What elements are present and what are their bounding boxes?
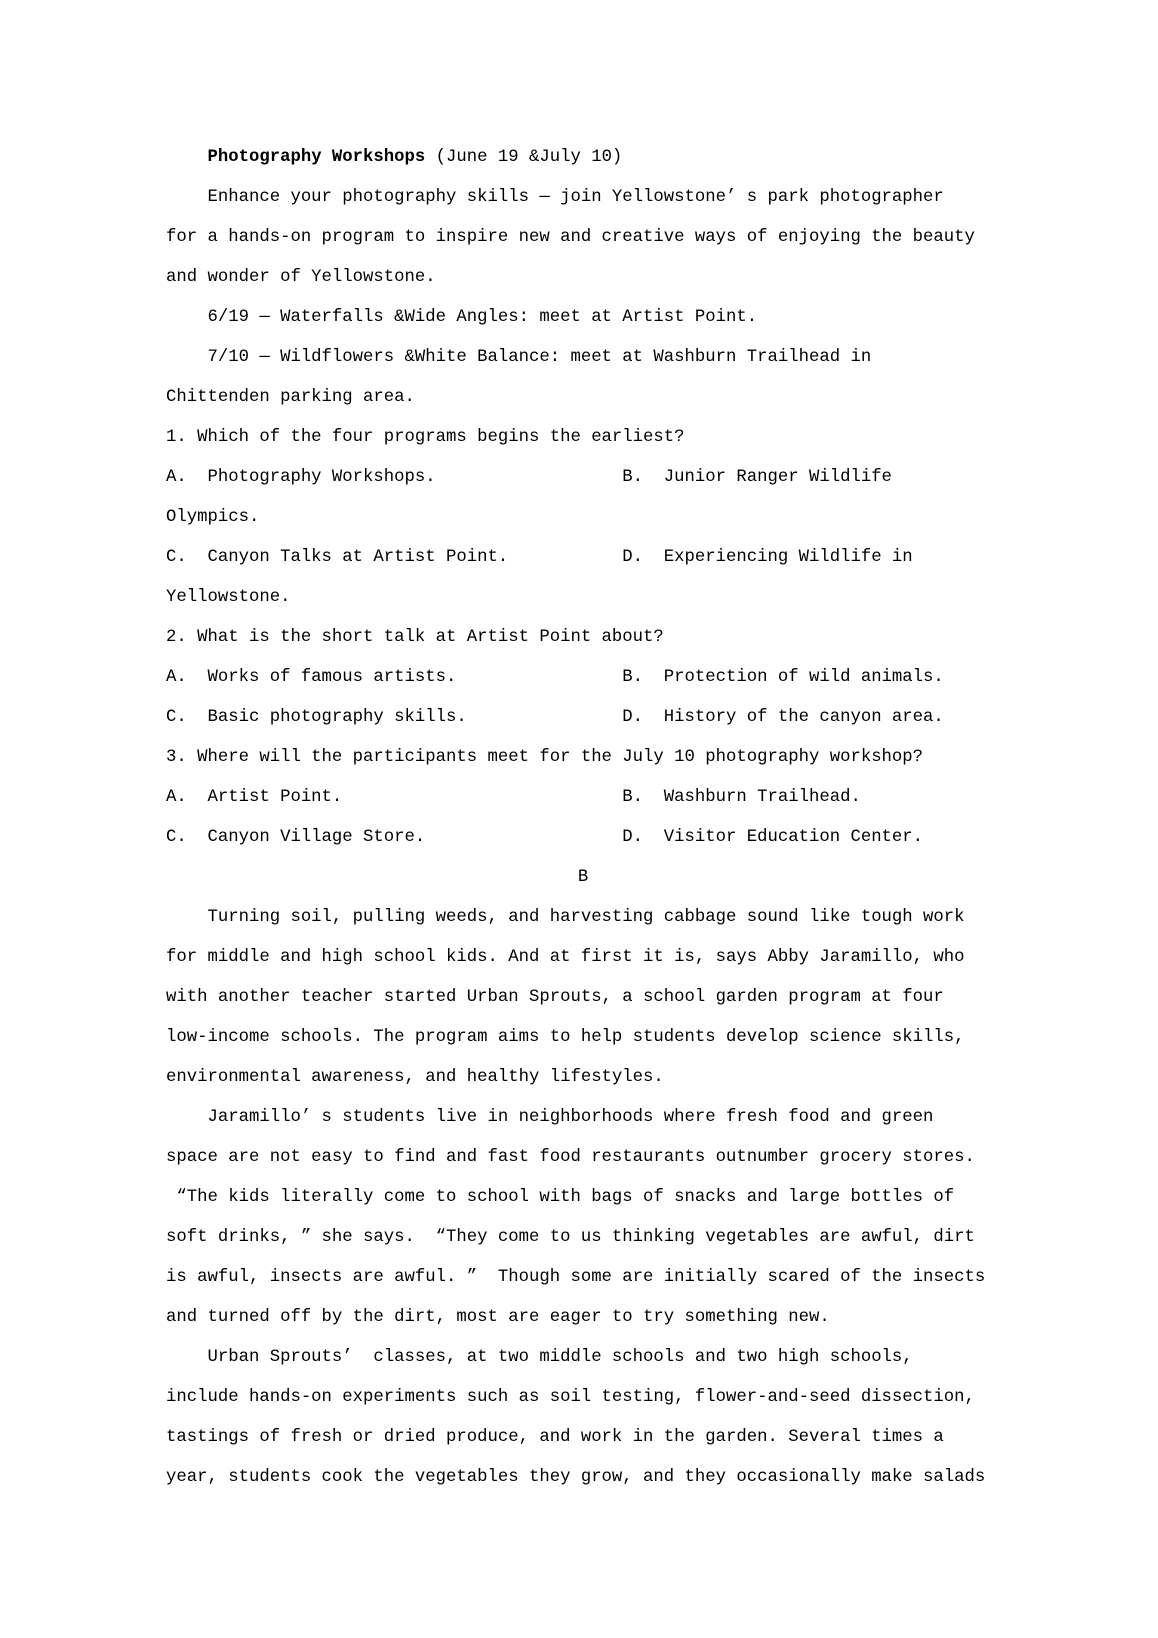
question-line — [166, 418, 1000, 458]
option-line — [166, 698, 1000, 738]
text-segment: Turning soil, pulling weeds, and harvesting cabbage sound like tough work — [166, 908, 965, 927]
option-line — [166, 578, 1000, 618]
text-segment: A. Works of famous artists. B. Protection of wild animals. — [166, 668, 944, 687]
section-header-line — [166, 858, 1000, 898]
text-segment: and turned off by the dirt, most are eager to try something new. — [166, 1308, 830, 1327]
paragraph-line — [166, 1098, 1000, 1138]
question-line — [166, 618, 1000, 658]
option-line — [166, 498, 1000, 538]
text-segment: C. Canyon Talks at Artist Point. D. Experiencing Wildlife in — [166, 548, 913, 567]
text-segment: Chittenden parking area. — [166, 388, 415, 407]
paragraph-line — [166, 898, 1000, 938]
paragraph-line — [166, 218, 1000, 258]
paragraph-line — [166, 298, 1000, 338]
option-line — [166, 538, 1000, 578]
text-segment: 2. What is the short talk at Artist Point about? — [166, 628, 664, 647]
option-line — [166, 818, 1000, 858]
text-segment: Jaramillo’ s students live in neighborhoods where fresh food and green — [166, 1108, 934, 1127]
paragraph-line — [166, 1338, 1000, 1378]
paragraph-line — [166, 1298, 1000, 1338]
paragraph-line — [166, 1418, 1000, 1458]
text-segment: Olympics. — [166, 508, 260, 527]
text-segment: B — [577, 868, 589, 887]
text-segment: Urban Sprouts’ classes, at two middle schools and two high schools, — [166, 1348, 913, 1367]
text-segment: C. Basic photography skills. D. History of the canyon area. — [166, 708, 944, 727]
paragraph-line — [166, 978, 1000, 1018]
paragraph-line — [166, 258, 1000, 298]
document-body — [166, 138, 1000, 1498]
text-segment: “The kids literally come to school with bags of snacks and large bottles of — [166, 1188, 955, 1207]
text-segment: year, students cook the vegetables they grow, and they occasionally make salads — [166, 1468, 986, 1487]
option-line — [166, 778, 1000, 818]
paragraph-line — [166, 1258, 1000, 1298]
text-segment: environmental awareness, and healthy lifestyles. — [166, 1068, 664, 1087]
paragraph-line — [166, 378, 1000, 418]
text-segment: 7/10 — Wildflowers &White Balance: meet at Washburn Trailhead in — [166, 348, 872, 367]
paragraph-line — [166, 178, 1000, 218]
paragraph-line — [166, 1018, 1000, 1058]
text-segment: low-income schools. The program aims to help students develop science skills, — [166, 1028, 965, 1047]
paragraph-line — [166, 1138, 1000, 1178]
text-segment: A. Artist Point. B. Washburn Trailhead. — [166, 788, 861, 807]
text-segment: 3. Where will the participants meet for the July 10 photography workshop? — [166, 748, 924, 767]
paragraph-line — [166, 1058, 1000, 1098]
text-segment: A. Photography Workshops. B. Junior Ranger Wildlife — [166, 468, 892, 487]
text-segment — [166, 148, 207, 167]
text-segment: soft drinks, ” she says. “They come to us thinking vegetables are awful, dirt — [166, 1228, 975, 1247]
passage-title-line — [166, 138, 1000, 178]
text-segment: for a hands-on program to inspire new and creative ways of enjoying the beauty — [166, 228, 975, 247]
text-segment: tastings of fresh or dried produce, and work in the garden. Several times a — [166, 1428, 944, 1447]
option-line — [166, 658, 1000, 698]
text-segment: Enhance your photography skills — join Yellowstone’ s park photographer — [166, 188, 944, 207]
text-segment: for middle and high school kids. And at first it is, says Abby Jaramillo, who — [166, 948, 965, 967]
paragraph-line — [166, 1458, 1000, 1498]
text-segment: (June 19 &July 10) — [425, 148, 623, 167]
paragraph-line — [166, 1178, 1000, 1218]
text-segment: include hands-on experiments such as soil testing, flower-and-seed dissection, — [166, 1388, 975, 1407]
text-segment: 1. Which of the four programs begins the earliest? — [166, 428, 685, 447]
text-segment: C. Canyon Village Store. D. Visitor Education Center. — [166, 828, 924, 847]
paragraph-line — [166, 1218, 1000, 1258]
text-segment: with another teacher started Urban Sprouts, a school garden program at four — [166, 988, 944, 1007]
text-segment: Yellowstone. — [166, 588, 291, 607]
text-segment: and wonder of Yellowstone. — [166, 268, 436, 287]
text-segment: is awful, insects are awful. ” Though some are initially scared of the insects — [166, 1268, 986, 1287]
paragraph-line — [166, 1378, 1000, 1418]
question-line — [166, 738, 1000, 778]
passage-title-text: Photography Workshops — [207, 148, 426, 167]
paragraph-line — [166, 938, 1000, 978]
paragraph-line — [166, 338, 1000, 378]
text-segment: space are not easy to find and fast food restaurants outnumber grocery stores. — [166, 1148, 975, 1167]
text-segment: 6/19 — Waterfalls &Wide Angles: meet at Artist Point. — [166, 308, 758, 327]
option-line — [166, 458, 1000, 498]
